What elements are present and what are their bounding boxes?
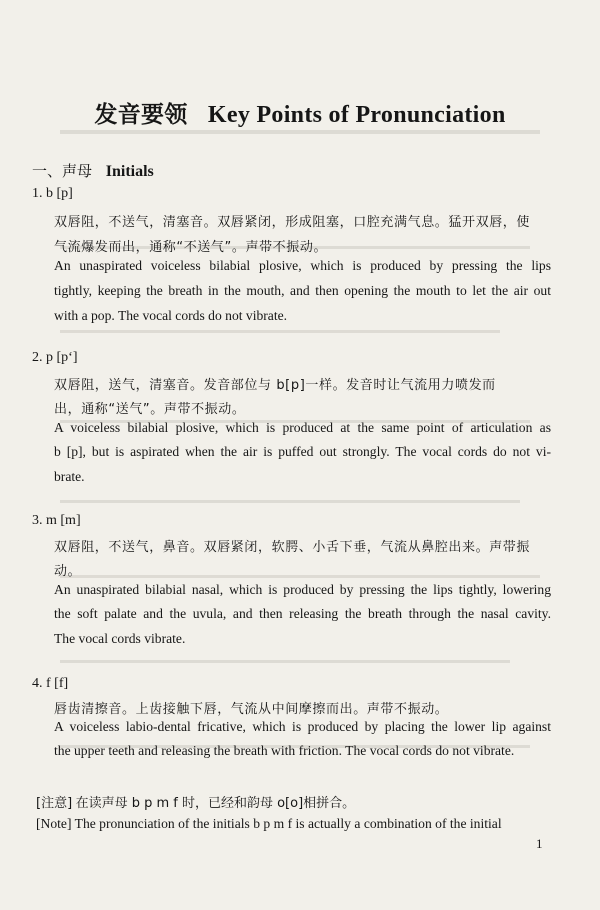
title-en: Key Points of Pronunciation [207,102,506,128]
initial-p-cn-line-1: 双唇阻，送气，清塞音。发音部位与 b[p]一样。发音时让气流用力喷发而 [54,378,496,393]
initial-p-en-line-1: A voiceless bilabial plosive, which is produced at the same point of articulation as [54,420,551,435]
initial-p-en-line-3: brate. [54,469,85,484]
title-cn: 发音要领 [94,102,188,128]
initial-m-heading: 3. m [m] [32,513,81,528]
initial-b-en-line-3: with a pop. The vocal cords do not vibrate. [54,308,288,323]
initial-f-en-line-1: A voiceless labio-dental fricative, which is produced by placing the lower lip against [54,719,551,734]
initial-b-cn-line-1: 双唇阻，不送气，清塞音。双唇紧闭，形成阻塞，口腔充满气息。猛开双唇，使 [54,215,531,230]
initial-m-cn-line-1: 双唇阻，不送气，鼻音。双唇紧闭，软腭、小舌下垂，气流从鼻腔出来。声带振 [54,540,531,555]
note-cn-label: [注意] [36,796,73,811]
initial-p-heading: 2. p [p‘] [32,350,78,365]
note-en-label: [Note] [36,816,72,831]
note-en [36,816,502,832]
initial-m-cn-line-2: 动。 [54,564,82,579]
initial-m-en-line-2: the soft palate and the uvula, and then releasing the breath through the nasal cavity. [54,606,551,621]
initial-f-en-line-2: the upper teeth and releasing the breath with friction. The vocal cords do not vibrate. [54,743,515,758]
initial-p-cn-line-2: 出，通称“送气”。声带不振动。 [54,402,246,417]
initial-f-cn-line-1: 唇齿清擦音。上齿接触下唇，气流从中间摩擦而出。声带不振动。 [54,702,449,717]
note-cn-text: 在读声母 b p m f 时，已经和韵母 o[o]相拼合。 [75,796,356,811]
initial-b-cn-line-2: 气流爆发而出，通称“不送气”。声带不振动。 [54,240,328,255]
initial-m-en-line-3: The vocal cords vibrate. [54,631,186,646]
section-heading [32,160,154,181]
page-title [0,96,600,129]
initial-m-en-line-1: An unaspirated bilabial nasal, which is produced by pressing the lips tightly, lowering [54,582,551,597]
section-heading-cn: 一、声母 [32,162,93,180]
note-en-text: The pronunciation of the initials b p m f is actually a combination of the initial [74,816,502,831]
initial-b-en-line-2: tightly, keeping the breath in the mouth, and then opening the mouth to let the air out [54,283,551,298]
note-cn [36,792,355,811]
initial-f-heading: 4. f [f] [32,676,69,691]
page-number: 1 [536,836,543,851]
initial-p-en-line-2: b [p], but is aspirated when the air is puffed out strongly. The vocal cords do not vi- [54,444,551,459]
section-heading-en: Initials [105,163,154,180]
initial-b-heading: 1. b [p] [32,186,73,201]
initial-b-en-line-1: An unaspirated voiceless bilabial plosive, which is produced by pressing the lips [54,258,551,273]
